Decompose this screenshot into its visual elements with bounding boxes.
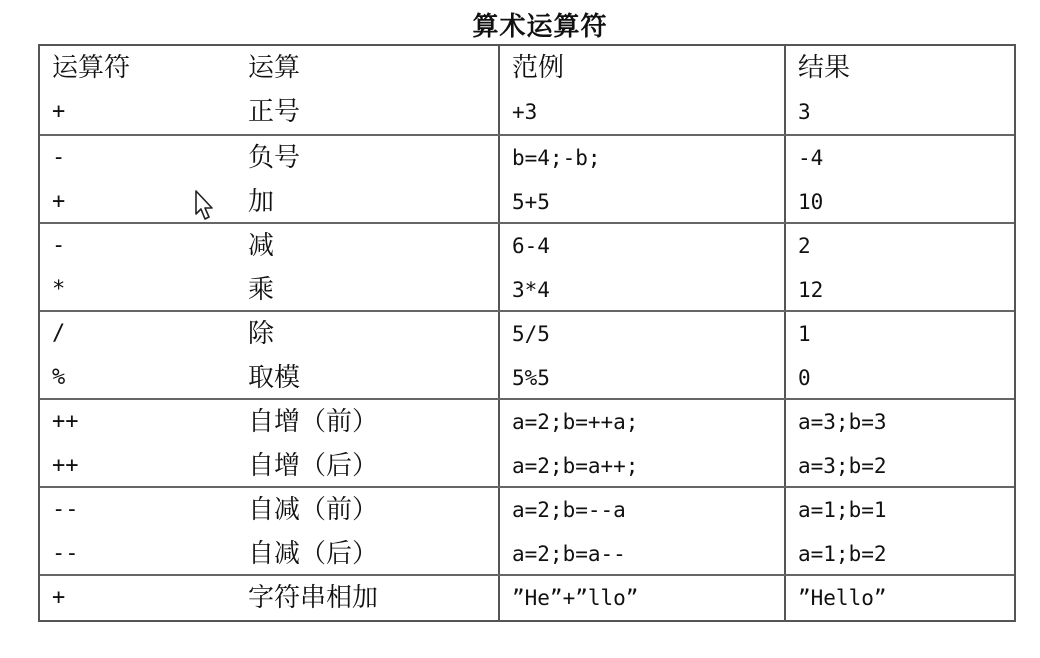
result-cell: 3 — [798, 100, 811, 124]
result-cell: a=1;b=2 — [798, 542, 887, 566]
operator-cell: + — [52, 189, 66, 214]
operation-cell: 字符串相加 — [248, 583, 379, 613]
result-cell: a=3;b=3 — [798, 410, 887, 434]
table-row — [40, 90, 1014, 134]
example-cell: 5/5 — [512, 322, 550, 346]
operation-cell: 减 — [248, 231, 275, 261]
operation-cell: 取模 — [248, 363, 301, 393]
header-operator: 运算符 — [52, 53, 131, 83]
example-cell: a=2;b=a-- — [512, 542, 626, 566]
operator-cell: - — [52, 233, 66, 258]
operation-cell: 除 — [248, 319, 275, 349]
table-row — [40, 224, 1014, 268]
operation-cell: 加 — [248, 187, 275, 217]
table-row — [40, 356, 1014, 400]
table-row — [40, 180, 1014, 224]
table-row — [40, 444, 1014, 488]
header-result: 结果 — [798, 53, 851, 83]
table-header-row — [40, 46, 1014, 90]
table-row — [40, 136, 1014, 180]
header-example: 范例 — [512, 53, 565, 83]
result-cell: ”Hello” — [798, 586, 887, 610]
table-row — [40, 576, 1014, 620]
example-cell: b=4;-b; — [512, 146, 601, 170]
table-row — [40, 268, 1014, 312]
operation-cell: 正号 — [248, 97, 301, 127]
example-cell: ”He”+”llo” — [512, 586, 639, 610]
example-cell: 5%5 — [512, 366, 550, 390]
table-row — [40, 488, 1014, 532]
result-cell: 12 — [798, 278, 824, 302]
table-row — [40, 532, 1014, 576]
operator-cell: -- — [52, 541, 79, 566]
example-cell: 3*4 — [512, 278, 550, 302]
operation-cell: 自增（前） — [248, 407, 379, 437]
operation-cell: 自增（后） — [248, 451, 379, 481]
operator-cell: + — [52, 585, 66, 610]
operation-cell: 负号 — [248, 143, 301, 173]
operator-cell: * — [52, 277, 66, 302]
table-row — [40, 312, 1014, 356]
operator-table — [38, 44, 1016, 622]
mouse-pointer-icon — [194, 190, 216, 222]
result-cell: 0 — [798, 366, 811, 390]
operator-cell: ++ — [52, 409, 79, 434]
result-cell: -4 — [798, 146, 824, 170]
example-cell: a=2;b=++a; — [512, 410, 639, 434]
operator-cell: % — [52, 365, 66, 390]
operator-cell: - — [52, 145, 66, 170]
result-cell: 10 — [798, 190, 824, 214]
operator-cell: + — [52, 99, 66, 124]
operator-cell: -- — [52, 497, 79, 522]
operation-cell: 乘 — [248, 275, 275, 305]
operation-cell: 自减（前） — [248, 495, 379, 525]
result-cell: 1 — [798, 322, 811, 346]
result-cell: a=3;b=2 — [798, 454, 887, 478]
example-cell: 5+5 — [512, 190, 550, 214]
operation-cell: 自减（后） — [248, 539, 379, 569]
table-row — [40, 400, 1014, 444]
header-operation: 运算 — [248, 53, 301, 83]
table-title: 算术运算符 — [472, 12, 608, 42]
example-cell: a=2;b=a++; — [512, 454, 639, 478]
operator-cell: / — [52, 321, 66, 346]
example-cell: +3 — [512, 100, 538, 124]
example-cell: a=2;b=--a — [512, 498, 626, 522]
operator-cell: ++ — [52, 453, 79, 478]
result-cell: 2 — [798, 234, 811, 258]
example-cell: 6-4 — [512, 234, 550, 258]
result-cell: a=1;b=1 — [798, 498, 887, 522]
